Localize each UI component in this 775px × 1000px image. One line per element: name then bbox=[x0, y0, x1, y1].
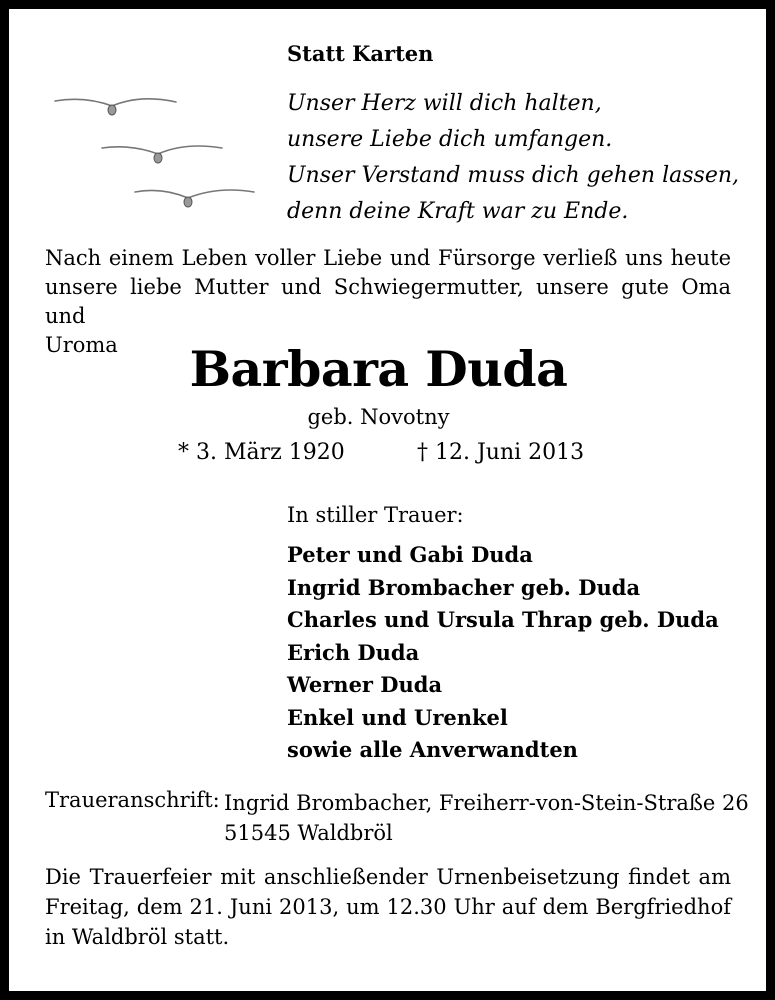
address-line: Ingrid Brombacher, Freiherr-von-Stein-Straße 26 bbox=[224, 791, 749, 815]
poem-line: denn deine Kraft war zu Ende. bbox=[287, 199, 629, 224]
service-line: Freitag, dem 21. Juni 2013, um 12.30 Uhr auf dem Bergfriedhof bbox=[45, 895, 731, 919]
mourner-name: Werner Duda bbox=[287, 672, 443, 697]
mourner-name: Peter und Gabi Duda bbox=[287, 542, 533, 567]
mourner-name: Enkel und Urenkel bbox=[287, 704, 508, 730]
flying-birds-icon bbox=[40, 88, 270, 218]
birth-date: * 3. März 1920 bbox=[178, 440, 345, 465]
mourning-label: In stiller Trauer: bbox=[287, 503, 464, 527]
poem bbox=[287, 86, 739, 230]
address-label: Traueranschrift: bbox=[45, 788, 220, 812]
intro-heading: Statt Karten bbox=[287, 41, 434, 66]
announcement-line: Nach einem Leben voller Liebe und Fürsorge verließ uns heute bbox=[45, 246, 731, 270]
announcement-line: unsere liebe Mutter und Schwiegermutter, unsere gute Oma und bbox=[45, 275, 731, 328]
mourner-name: Charles und Ursula Thrap geb. Duda bbox=[287, 607, 719, 632]
mourners-list bbox=[287, 539, 719, 767]
bird-3 bbox=[135, 190, 254, 207]
maiden-name: geb. Novotny bbox=[307, 405, 450, 429]
service-line: Die Trauerfeier mit anschließender Urnenbeisetzung findet am bbox=[45, 865, 731, 889]
poem-line: Unser Verstand muss dich gehen lassen, bbox=[287, 163, 739, 188]
service-line: in Waldbröl statt. bbox=[45, 925, 230, 949]
mourning-address bbox=[224, 788, 749, 848]
bird-1 bbox=[55, 99, 176, 115]
announcement-line: Uroma bbox=[45, 333, 118, 357]
poem-line: unsere Liebe dich umfangen. bbox=[287, 127, 613, 152]
poem-line: Unser Herz will dich halten, bbox=[287, 91, 602, 116]
mourner-name: sowie alle Anverwandten bbox=[287, 737, 578, 762]
mourner-name: Erich Duda bbox=[287, 639, 420, 665]
deceased-name: Barbara Duda bbox=[189, 340, 568, 398]
death-date: † 12. Juni 2013 bbox=[417, 440, 585, 465]
mourner-name: Ingrid Brombacher geb. Duda bbox=[287, 574, 641, 600]
address-line: 51545 Waldbröl bbox=[224, 821, 393, 845]
service-info bbox=[45, 862, 731, 952]
bird-2 bbox=[102, 146, 222, 163]
